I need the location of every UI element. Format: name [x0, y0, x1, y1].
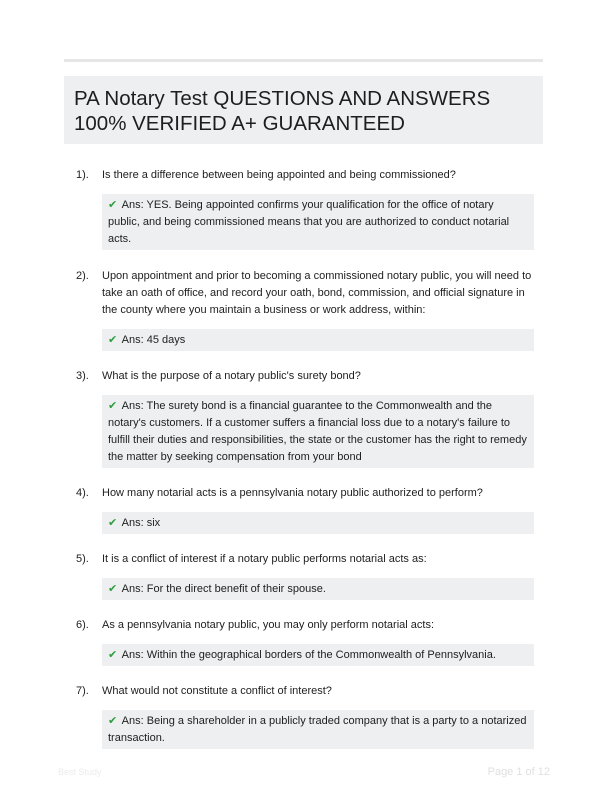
answer-box — [102, 578, 534, 600]
question-number: 5). — [76, 553, 89, 565]
question-number: 2). — [76, 270, 89, 282]
answer-box — [102, 329, 534, 351]
qa-item-7 — [76, 683, 536, 749]
answer-box — [102, 194, 534, 250]
question-text: Is there a difference between being appointed and being commissioned? — [102, 169, 456, 181]
check-icon: ✔ — [108, 582, 118, 595]
check-icon: ✔ — [108, 516, 118, 529]
check-icon: ✔ — [108, 399, 118, 412]
check-icon: ✔ — [108, 333, 118, 346]
title-line-2: 100% VERIFIED A+ GUARANTEED — [74, 112, 405, 135]
check-icon: ✔ — [108, 714, 118, 727]
page-title — [74, 86, 533, 136]
title-banner — [64, 76, 543, 144]
top-divider — [64, 59, 543, 62]
question-number: 6). — [76, 619, 89, 631]
qa-item-2 — [76, 268, 536, 351]
question-number: 4). — [76, 487, 89, 499]
question-text: How many notarial acts is a pennsylvania notary public authorized to perform? — [102, 487, 483, 499]
check-icon: ✔ — [108, 198, 118, 211]
answer-text: Ans: Within the geographical borders of the Commonwealth of Pennsylvania. — [121, 649, 496, 661]
question-text: What would not constitute a conflict of interest? — [102, 685, 332, 697]
answer-text: Ans: six — [121, 517, 161, 529]
question-text: What is the purpose of a notary public's surety bond? — [102, 370, 361, 382]
question-text: It is a conflict of interest if a notary public performs notarial acts as: — [102, 553, 427, 565]
question-number: 7). — [76, 685, 89, 697]
answer-text: Ans: For the direct benefit of their spouse. — [121, 583, 326, 595]
qa-item-5 — [76, 551, 536, 600]
answer-box — [102, 512, 534, 534]
answer-text: Ans: Being a shareholder in a publicly traded company that is a party to a notarized transaction. — [108, 715, 527, 744]
answer-text: Ans: 45 days — [121, 334, 186, 346]
qa-item-1 — [76, 167, 536, 250]
footer-watermark: Best Study — [58, 767, 102, 777]
question-number: 3). — [76, 370, 89, 382]
question-text: Upon appointment and prior to becoming a commissioned notary public, you will need to take an oath of office, and record your oath, bond, commission, and official signature in the county where you maintain a business or work address, within: — [102, 270, 532, 316]
qa-list — [76, 167, 536, 749]
qa-item-4 — [76, 485, 536, 534]
page-number: Page 1 of 12 — [487, 766, 550, 778]
answer-box — [102, 395, 534, 468]
answer-text: Ans: The surety bond is a financial guarantee to the Commonwealth and the notary's customers. If a customer suffers a financial loss due to a notary's failure to fulfill their duties and responsibilities, the state or the customer has the right to remedy the matter by seeking compensation from your bond — [108, 400, 527, 463]
check-icon: ✔ — [108, 648, 118, 661]
question-text: As a pennsylvania notary public, you may only perform notarial acts: — [102, 619, 434, 631]
question-number: 1). — [76, 169, 89, 181]
title-line-1: PA Notary Test QUESTIONS AND ANSWERS — [74, 87, 491, 110]
qa-item-3 — [76, 368, 536, 468]
answer-box — [102, 710, 534, 749]
answer-text: Ans: YES. Being appointed confirms your qualification for the office of notary public, and being commissioned means that you are authorized to conduct notarial acts. — [108, 199, 510, 245]
qa-item-6 — [76, 617, 536, 666]
answer-box — [102, 644, 534, 666]
